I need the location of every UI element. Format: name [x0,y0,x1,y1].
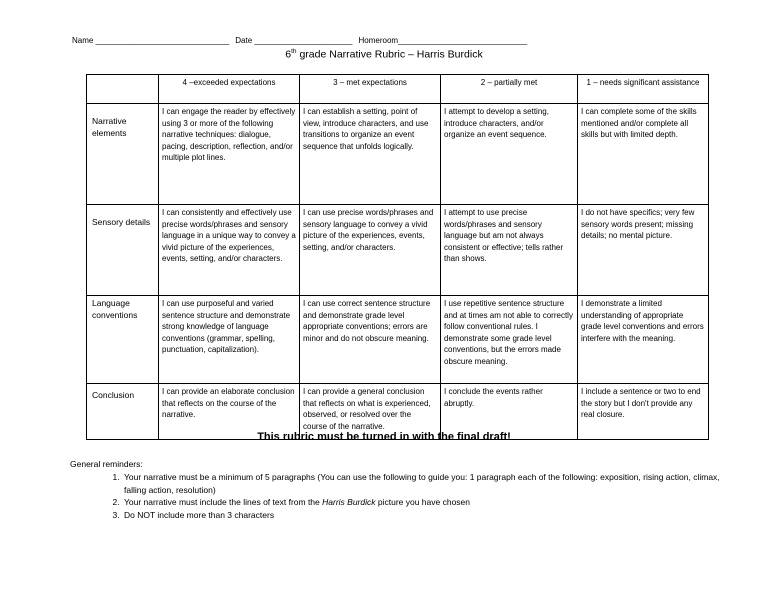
table-cell: I can use correct sentence structure and demonstrate grade level appropriate conventions; errors are minor and do not obscure meaning. [300,296,441,384]
header-cell-exceeded: 4 –exceeded expectations [159,75,300,104]
table-header-row [87,75,709,104]
list-item [122,471,722,496]
table-cell: I do not have specifics; very few sensory words present; missing details; no mental picture. [578,205,709,296]
table-cell: I can establish a setting, point of view, introduce characters, and use transitions to organize an event sequence that unfolds logically. [300,104,441,205]
title-grade-number: 6 [285,48,292,61]
table-cell: I can provide a general conclusion that reflects on what is experienced, observed, or resolved over the course of the narrative. [300,384,441,440]
table-cell: I attempt to use precise words/phrases and sensory language but am not always consistent or effective; tells rather than shows. [441,205,578,296]
reminder-text: Your narrative must include the lines of text from the [124,497,323,507]
table-row [87,104,709,205]
reminder-text: Your narrative must be a minimum of 5 paragraphs (You can use the following to guide you: 1 paragraph each of the following: exposition, rising action, climax, falling action, resolution) [124,472,720,495]
table-cell: I attempt to develop a setting, introduce characters, and/or organize an event sequence. [441,104,578,205]
row-label-narrative-elements: Narrative elements [87,104,159,205]
table-cell: I can provide an elaborate conclusion that reflects on the course of the narrative. [159,384,300,440]
table-cell: I use repetitive sentence structure and at times am not able to correctly follow conventional rules. I demonstrate some grade level conventions, but the errors made obscure meaning. [441,296,578,384]
row-label-language-conventions: Language conventions [87,296,159,384]
table-cell: I can complete some of the skills mentioned and/or complete all skills but with limited depth. [578,104,709,205]
name-field-label: Name ______________________________ [72,36,230,45]
reminder-emphasis: Harris Burdick [322,497,376,507]
table-cell: I demonstrate a limited understanding of appropriate grade level conventions and errors interfere with the meaning. [578,296,709,384]
header-cell-blank [87,75,159,104]
row-label-conclusion: Conclusion [87,384,159,440]
table-cell: I conclude the events rather abruptly. [441,384,578,440]
table-row [87,296,709,384]
page-title [0,48,768,61]
table-cell: I can engage the reader by effectively using 3 or more of the following narrative techniques: dialogue, pacing, description, reflection, and/or multiple plot lines. [159,104,300,205]
header-line [72,36,712,45]
reminder-text: Do NOT include more than 3 characters [124,509,275,520]
title-text: grade Narrative Rubric – Harris Burdick [296,48,483,61]
reminder-text: picture you have chosen [375,497,471,507]
table-cell: I can use purposeful and varied sentence structure and demonstrate strong knowledge of language conventions (grammar, spelling, punctuation, capitalization). [159,296,300,384]
header-cell-partially-met: 2 – partially met [441,75,578,104]
homeroom-field-label: Homeroom_____________________________ [358,36,528,45]
final-draft-notice: This rubric must be turned in with the final draft! [257,431,511,443]
table-cell: I can use precise words/phrases and sensory language to convey a vivid picture of the experiences, events, setting, and/or characters. [300,205,441,296]
header-cell-met: 3 – met expectations [300,75,441,104]
date-field-label: Date ______________________ [235,36,353,45]
table-row [87,205,709,296]
header-cell-needs-assistance: 1 – needs significant assistance [578,75,709,104]
rubric-table [86,74,709,440]
list-item [122,509,722,522]
list-item [122,496,722,509]
table-cell: I can consistently and effectively use precise words/phrases and sensory language in a unique way to convey a vivid picture of the experiences, events, setting, and/or characters. [159,205,300,296]
table-cell: I include a sentence or two to end the story but I don't provide any real closure. [578,384,709,440]
row-label-sensory-details: Sensory details [87,205,159,296]
reminders-heading: General reminders: [70,459,143,469]
reminders-list [103,471,722,521]
title-grade-superscript: th [291,48,297,55]
